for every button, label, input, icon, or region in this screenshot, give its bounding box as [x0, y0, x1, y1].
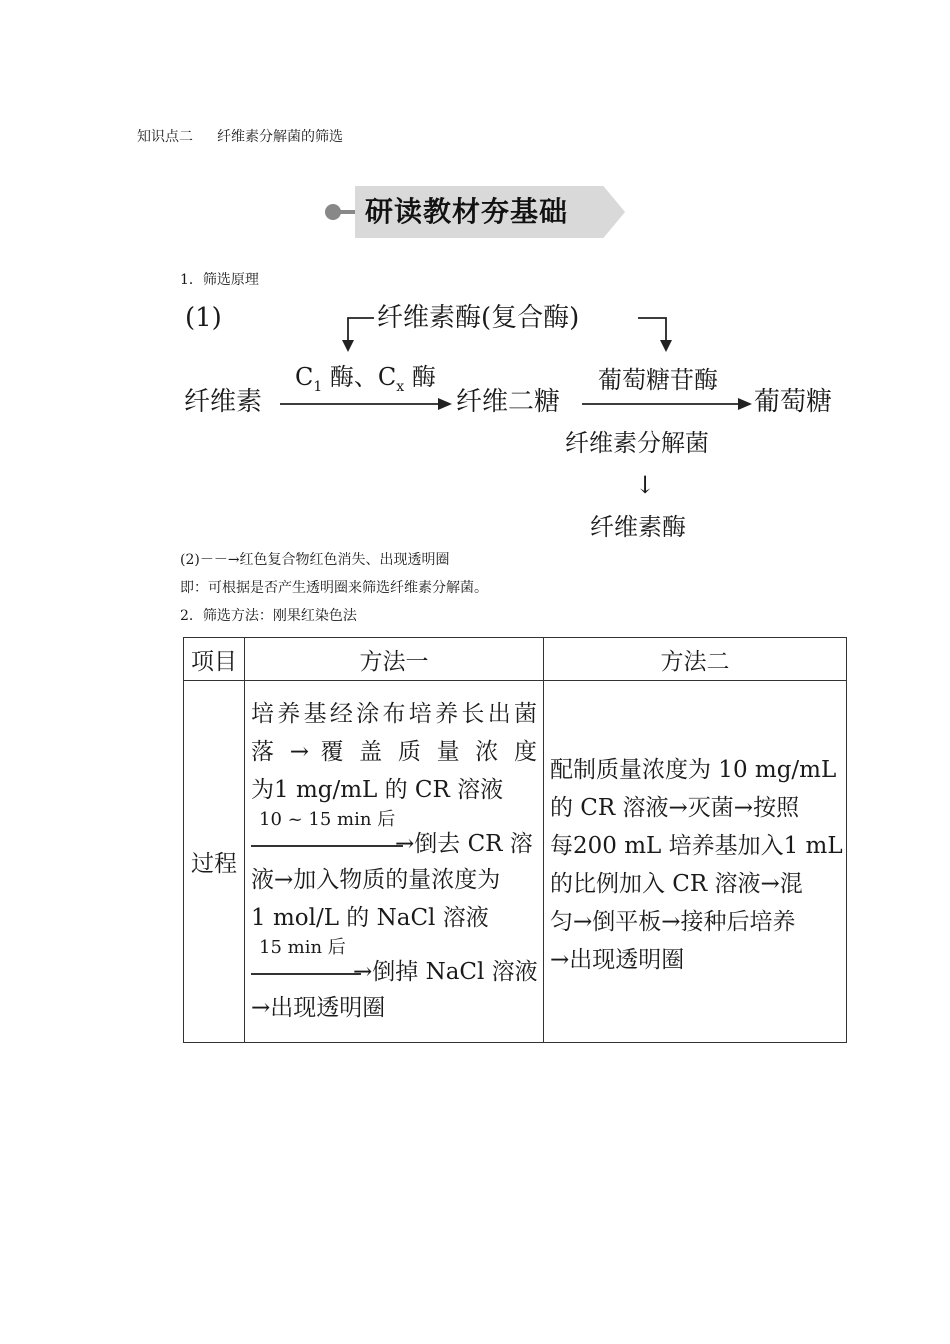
down-arrow-icon: ↓: [635, 471, 656, 499]
cellobiose-label: 纤维二糖: [456, 387, 561, 417]
bacteria-label: 纤维素分解菌: [565, 429, 709, 457]
method1-cell: [245, 681, 544, 1043]
method2-cell: [544, 681, 847, 1043]
point2-line: (2)－－→红色复合物红色消失、出现透明圈: [180, 552, 450, 568]
method1-line: →出现透明圈: [251, 995, 386, 1021]
point2-title: 2．筛选方法：刚果红染色法: [180, 608, 357, 624]
table-row: [184, 681, 847, 1043]
method2-line: 每200 mL 培养基加入1 mL: [550, 833, 843, 859]
header-item: 项目: [184, 638, 245, 681]
arrow-shaft: [251, 973, 361, 975]
method1-line: 为1 mg/mL 的 CR 溶液: [251, 777, 504, 803]
method1-line: →倒掉 NaCl 溶液: [353, 959, 538, 985]
method1-line: 落 → 覆 盖 质 量 浓 度: [251, 739, 537, 765]
arrow-cellobiose-to-glucose: [580, 392, 760, 416]
method1-line: →倒去 CR 溶: [395, 831, 533, 857]
table-header-row: [184, 638, 847, 681]
method1-arrow-step: [245, 937, 543, 989]
method1-arrow-step: [245, 809, 543, 861]
product-label: 纤维素酶: [590, 513, 686, 541]
glucosidase-label: 葡萄糖苷酶: [598, 366, 718, 394]
section-title: 纤维素分解菌的筛选: [217, 129, 343, 145]
diagram-index: (1): [185, 303, 222, 333]
header-method1: 方法一: [245, 638, 544, 681]
method1-line: 1 mol/L 的 NaCl 溶液: [251, 905, 489, 931]
arrow-condition: 15 min 后: [259, 937, 346, 958]
cellulose-label: 纤维素: [184, 387, 263, 417]
arrow-cellulose-to-cellobiose: [278, 392, 458, 416]
methods-table: [183, 637, 847, 1043]
method2-line: 匀→倒平板→接种后培养: [550, 909, 796, 935]
method2-line: →出现透明圈: [550, 947, 685, 973]
c1-subscript: 1: [313, 378, 323, 395]
c1-symbol: C: [295, 363, 314, 391]
method2-line: 的比例加入 CR 溶液→混: [550, 871, 803, 897]
method2-line: 的 CR 溶液→灭菌→按照: [550, 795, 800, 821]
header-method2: 方法二: [544, 638, 847, 681]
banner: [325, 186, 625, 238]
method1-line: 培养基经涂布培养长出菌: [251, 701, 537, 727]
cx-subscript: x: [396, 378, 405, 395]
row-label: 过程: [184, 681, 245, 1043]
enzyme-mid: 酶、C: [322, 363, 397, 391]
method1-line: 液→加入物质的量浓度为: [251, 867, 501, 893]
arrow-shaft: [251, 845, 403, 847]
section-heading: [137, 127, 343, 147]
enzyme-complex-label: 纤维素酶(复合酶): [377, 303, 580, 333]
glucose-label: 葡萄糖: [754, 387, 833, 417]
summary-line: 即：可根据是否产生透明圈来筛选纤维素分解菌。: [180, 580, 488, 596]
banner-text: 研读教材夯基础: [365, 195, 569, 228]
arrow-condition: 10 ~ 15 min 后: [259, 809, 396, 830]
point1-title: 1．筛选原理: [180, 272, 259, 288]
enzyme-end: 酶: [404, 363, 436, 391]
method2-line: 配制质量浓度为 10 mg/mL: [550, 757, 837, 783]
section-label: 知识点二: [137, 129, 193, 145]
